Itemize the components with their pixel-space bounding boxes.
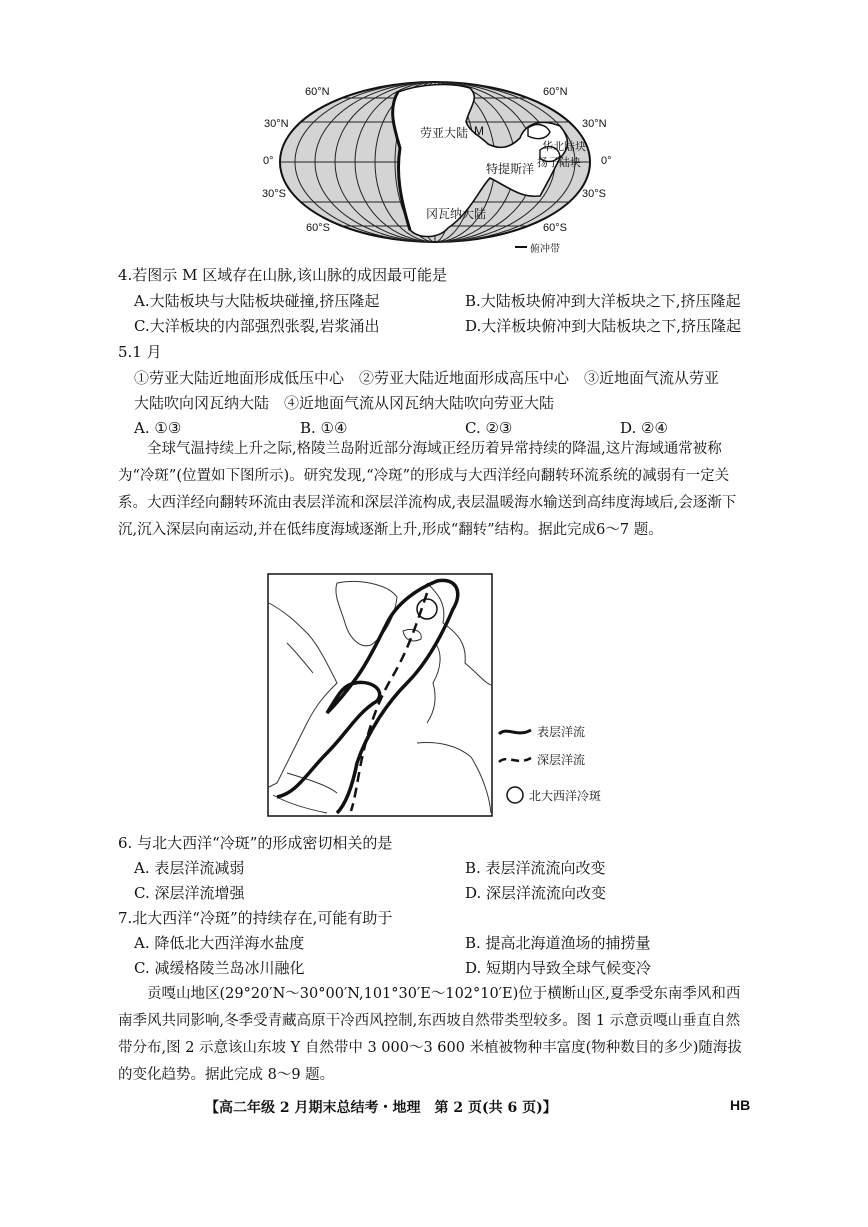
q4-option-c: C.大洋板块的内部强烈张裂,岩浆涌出 xyxy=(134,317,380,335)
laurasia-label: 劳亚大陆 xyxy=(420,126,469,140)
q5-option-b: B. ①④ xyxy=(300,419,348,437)
q7-option-c: C. 减缓格陵兰岛冰川融化 xyxy=(134,959,305,977)
surface-current-legend-swatch xyxy=(497,724,533,740)
cold-spot-legend-icon xyxy=(505,785,525,805)
q7-option-a: A. 降低北大西洋海水盐度 xyxy=(134,934,305,952)
m-region-label: M xyxy=(474,124,484,138)
lat-label-left: 60°N xyxy=(305,86,330,98)
deep-current-legend-swatch xyxy=(497,752,533,768)
surface-current-legend-label: 表层洋流 xyxy=(537,725,586,739)
q6-option-c: C. 深层洋流增强 xyxy=(134,884,245,902)
q7-option-b: B. 提高北海道渔场的捕捞量 xyxy=(465,934,651,952)
q4-option-d: D.大洋板块俯冲到大陆板块之下,挤压隆起 xyxy=(465,317,742,335)
q5-stem: 5.1 月 xyxy=(118,343,162,361)
lat-label-left: 60°S xyxy=(306,222,330,234)
q7-stem: 7.北大西洋“冷斑”的持续存在,可能有助于 xyxy=(118,909,393,927)
lat-label-left: 30°N xyxy=(264,118,289,130)
q5-statement-line: ①劳亚大陆近地面形成低压中心 ②劳亚大陆近地面形成高压中心 ③近地面气流从劳亚 xyxy=(134,369,720,387)
lat-label-right: 30°N xyxy=(582,118,607,130)
q4-option-a: A.大陆板块与大陆板块碰撞,挤压隆起 xyxy=(134,292,380,310)
q5-option-c: C. ②③ xyxy=(465,419,513,437)
lat-label-right: 0° xyxy=(601,155,612,167)
north-china-label: 华北陆块 xyxy=(542,141,586,153)
subduction-legend-label: 俯冲带 xyxy=(530,244,560,255)
page-footer: 【高二年级 2 月期末总结考・地理 第 2 页(共 6 页)】 xyxy=(205,1100,557,1116)
q5-option-d: D. ②④ xyxy=(620,419,668,437)
passage-cold-spot: 全球气温持续上升之际,格陵兰岛附近部分海域正经历着异常持续的降温,这片海域通常被称为“冷斑”(位置如下图所示)。研究发现,“冷斑”的形成与大西洋经向翻转环流系统的减弱有一定关系。大西洋经向翻转环流由表层洋流和深层洋流构成,表层温暖海水输送到高纬度海域后,会逐渐下沉,沉入深层向南运动,并在低纬度海域逐渐上升,形成“翻转”结构。据此完成6～7 题。 xyxy=(118,441,737,538)
q6-option-b: B. 表层洋流流向改变 xyxy=(465,859,606,877)
q6-stem: 6. 与北大西洋“冷斑”的形成密切相关的是 xyxy=(118,834,393,852)
subduction-legend-swatch xyxy=(515,246,527,248)
lat-label-right: 30°S xyxy=(582,188,606,200)
q4-option-b: B.大陆板块俯冲到大洋板块之下,挤压隆起 xyxy=(465,292,741,310)
gondwana-label: 冈瓦纳大陆 xyxy=(426,207,487,221)
cold-spot-legend-label: 北大西洋冷斑 xyxy=(529,789,602,803)
yangtze-label: 扬子陆块 xyxy=(537,157,581,169)
passage-gongga-mountain: 贡嘎山地区(29°20′N～30°00′N,101°30′E～102°10′E)位于横断山区,夏季受东南季风和西南季风共同影响,冬季受青藏高原干冷西风控制,东西坡自然带类型较多。图 1 示意贡嘎山垂直自然带分布,图 2 示意该山东坡 Y 自然带中 3 000～3 600 米植被物种丰富度(物种数目的多少)随海拔的变化趋势。据此完成 8～9 题。 xyxy=(118,986,742,1083)
q6-option-d: D. 深层洋流流向改变 xyxy=(465,884,607,902)
q4-stem: 4.若图示 M 区域存在山脉,该山脉的成因最可能是 xyxy=(118,266,447,284)
lat-label-right: 60°N xyxy=(543,86,568,98)
q5-option-a: A. ①③ xyxy=(134,419,182,437)
q5-statement-line: 大陆吹向冈瓦纳大陆 ④近地面气流从冈瓦纳大陆吹向劳亚大陆 xyxy=(134,394,555,412)
q7-option-d: D. 短期内导致全球气候变冷 xyxy=(465,959,652,977)
tethys-label: 特提斯洋 xyxy=(486,162,535,176)
q6-option-a: A. 表层洋流减弱 xyxy=(134,859,245,877)
north-atlantic-map xyxy=(267,573,493,817)
lat-label-left: 0° xyxy=(263,155,274,167)
deep-current-legend-label: 深层洋流 xyxy=(537,753,586,767)
lat-label-right: 60°S xyxy=(543,222,567,234)
lat-label-left: 30°S xyxy=(262,188,286,200)
footer-code: HB xyxy=(730,1097,751,1113)
